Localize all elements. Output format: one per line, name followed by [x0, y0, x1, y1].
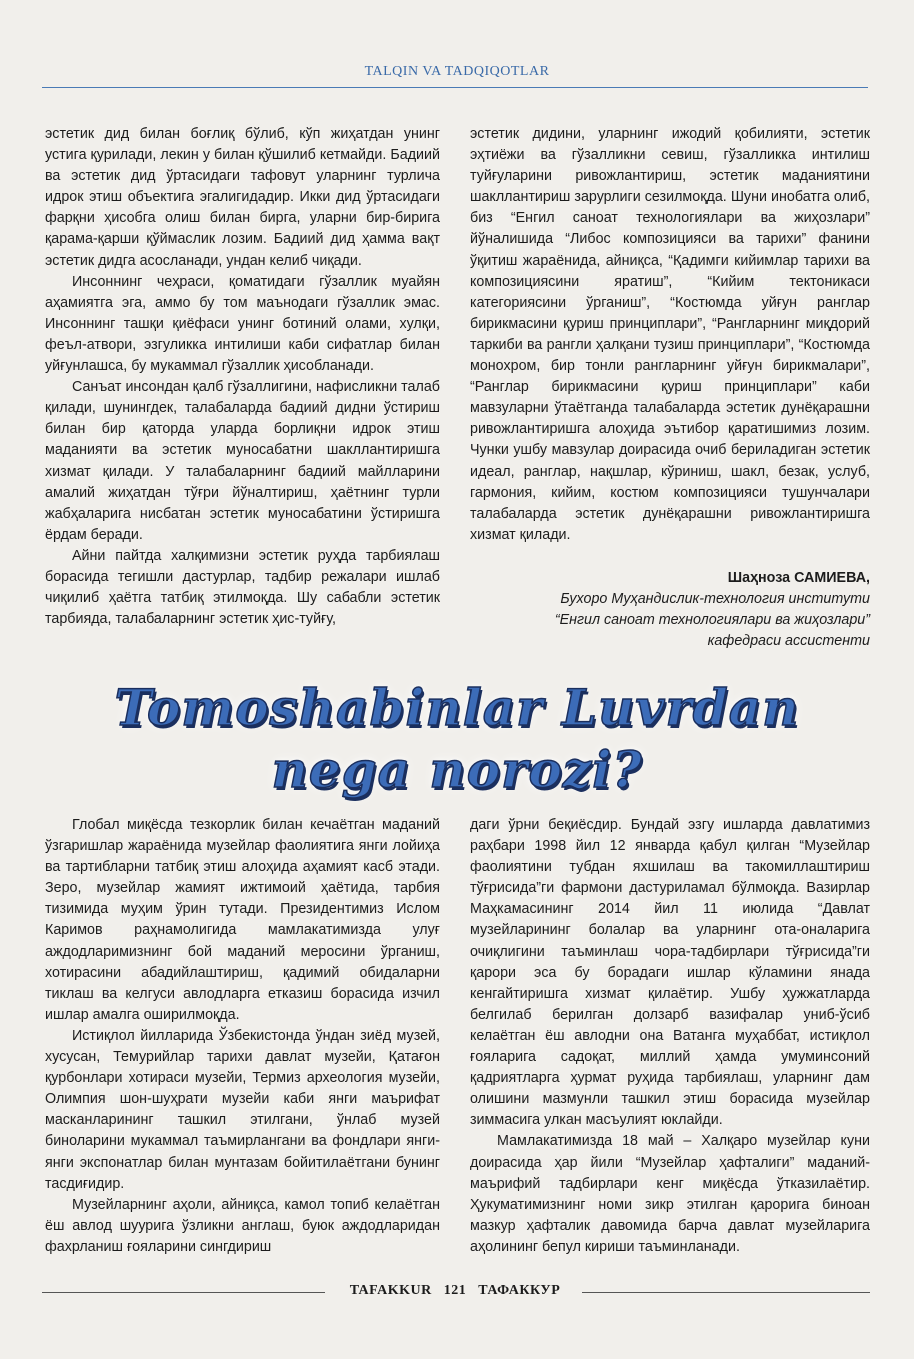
- section-header: TALQIN VA TADQIQOTLAR: [364, 64, 550, 79]
- paragraph: Музейларнинг аҳоли, айниқса, камол топиб келаётган ёш авлод шуурига ўзликни англаш, буюк аждодларидан фахрланиш ғояларини сингдириш: [45, 1196, 440, 1255]
- page-footer: [0, 1282, 914, 1302]
- paragraph: Глобал миқёсда тезкорлик билан кечаётган маданий ўзгаришлар жараёнида музейлар фаолиятига янги лойиҳа ва тартибларни татбиқ этиш алоҳида аҳамият касб этади. Зеро, музейлар жамият ижтимоий ҳаётида, тарбия тизимида муҳим ўрин тутади. Президентимиз Ислом Каримов раҳнамолигида мамлакатимизда улуғ аждодларимизнинг бой маданий меросини ўрганиш, хотирасини абадийлаштириш, қадимий обидаларни тиклаш ва келгуси авлодларга етказиш борасида изчил ишлар амалга оширилмоқда.: [45, 817, 440, 1023]
- paragraph: Истиқлол йилларида Ўзбекистонда ўндан зиёд музей, хусусан, Темурийлар тарихи давлат музейи, Қатағон қурбонлари хотираси музейи, Термиз археология музейи, Олимпия шон-шуҳрати музейи каби янги маърифат масканларининг ташкил этилгани, ўнлаб музей биноларини мукаммал таъмирлангани ва фондлари янги-янги экспонатлар билан мунтазам бойитилаётгани бунинг тасдиғидир.: [45, 1027, 440, 1192]
- footer-title-cyrillic: ТАФАККУР: [478, 1283, 561, 1298]
- paragraph: Айни пайтда халқимизни эстетик руҳда тарбиялаш борасида тегишли дастурлар, тадбир режалари ишлаб чиқилиб ҳаётга татбиқ этилмоқда. Шу сабабли эстетик тарбияда, талабаларнинг эстетик ҳис-туйғу,: [45, 547, 440, 628]
- author-name: Шаҳноза САМИЕВА,: [727, 569, 870, 586]
- paragraph: Санъат инсондан қалб гўзаллигини, нафисликни талаб қилади, шунингдек, талабаларда бадиий дидни ўстириш билан бир қаторда уларда борлиқни идрок этиш маданияти ва эстетик муносабатни шакллантиришга хизмат қилади. У талабаларнинг бадиий майлларини амалий жиҳатдан тўғри йўналтириш, ҳаётнинг турли жабҳаларига нисбатан эстетик муносабатини ўстиришга ёрдам беради.: [45, 379, 440, 543]
- article1-column-1: [45, 124, 440, 630]
- article2-column-1: [45, 815, 440, 1258]
- paragraph: Инсоннинг чеҳраси, қоматидаги гўзаллик муайян аҳамиятга эга, аммо бу том маънодаги гўзаллик эмас. Инсоннинг ташқи қиёфаси унинг ботиний олами, хулқи, феъл-атвори, эзгуликка интилиши каби сифатлар билан уйғунлашса, бу мукаммал гўзаллик ҳисобланади.: [45, 273, 440, 375]
- footer-rule: [582, 1292, 870, 1293]
- footer-title-latin: TAFAKKUR: [349, 1283, 432, 1298]
- author-affiliation-line: “Енгил саноат технологиялари ва жиҳозлари”: [554, 612, 870, 629]
- footer-text: [335, 1283, 575, 1299]
- article2-column-2: [470, 815, 870, 1258]
- paragraph: эстетик дидини, уларнинг ижодий қобилияти, эстетик эҳтиёжи ва гўзалликни севиш, гўзалликка интилиш туйғуларини ривожлантириш, эстетик маданиятини шакллантириш зарурлиги сезилмоқда. Шуни инобатга олиб, биз “Енгил саноат технологиялари ва жиҳозлари” йўналишида “Либос композицияси ва тарихи” фанини ўқитиш жараёнида, айниқса, “Қадимги кийимлар тарихи ва композициясини яратиш”, “Кийим тектоникаси категориясини ўрганиш”, “Костюмда уйғун ранглар бирикмасини қуриш принциплари”, “Рангларнинг миқдорий таркиби ва рангли ҳалқани тузиш принциплари”, “Костюмда монохром, бир тонли рангларнинг уйғун бирикмалари”, “Ранглар бирикмасини қуриш принциплари” каби мавзуларни ўтаётганда талабаларда эстетик дунёқарашни ривожлантиришга алоҳида эътибор қаратишимиз лозим. Чунки ушбу мавзулар доирасида очиб бериладиган эстетик идеал, ранглар, нақшлар, кўриниш, шакл, безак, услуб, гармония, кийим, костюм композицияси тушунчалари талабаларда эстетик дунёқарашни ривожлантиришга хизмат қилади.: [470, 126, 870, 543]
- author-signature: [470, 568, 870, 652]
- author-affiliation-line: Бухоро Муҳандислик-технология институти: [560, 590, 870, 607]
- header-rule: [42, 87, 868, 88]
- author-affiliation-line: кафедраси ассистенти: [707, 633, 870, 650]
- article-title-line-2: nega norozi?: [271, 740, 643, 799]
- article-title-line-1: Tomoshabinlar Luvrdan: [114, 678, 800, 737]
- paragraph: эстетик дид билан боғлиқ бўлиб, кўп жиҳатдан унинг устига қурилади, лекин у билан қўшилиб кетмайди. Бадиий ва эстетик дид ўртасидаги тафовут уларнинг турлича идрок этиш объектига эгалигидадир. Икки дид ўртасидаги фарқни ҳисобга олиш билан бирга, уларни бир-бирига қарама-қарши қўймаслик лозим. Бадиий дид ҳамма вақт эстетик дидга асосланади, ундан келиб чиқади.: [45, 126, 440, 269]
- footer-rule: [42, 1292, 325, 1293]
- paragraph: даги ўрни беқиёсдир. Бундай эзгу ишларда давлатимиз раҳбари 1998 йил 12 январда қабул қилган “Музейлар фаолиятини тубдан яхшилаш ва такомиллаштириш тўғрисида”ги фармони дастуриламал бўлмоқда. Вазирлар Маҳкамасининг 2014 йил 11 июлида “Давлат музейларининг болалар ва уларнинг ота-оналарига очиқлигини таъминлаш чора-тадбирлари тўғрисида”ги қарори эса бу борадаги ишлар кўламини янада кенгайтиришга хизмат қилаётир. Ушбу ҳужжатларда белгилаб берилган долзарб вазифалар униб-ўсиб келаётган ёш авлодни она Ватанга муҳаббат, истиқлол ғояларига садоқат, миллий ҳамда умуминсоний қадриятларга ҳурмат руҳида тарбиялаш, уларнинг дам олишини мазмунли ташкил этиш борасида музейлар зиммасига улкан масъулият юклайди.: [470, 817, 870, 1129]
- paragraph: Мамлакатимизда 18 май – Халқаро музейлар куни доирасида ҳар йили “Музейлар ҳафталиги” маданий-маърифий тадбирлари кенг миқёсда ўтказилаётир. Ҳукуматимизнинг номи зикр этилган қарорига биноан мазкур ҳафталик давомида барча давлат музейларига аҳолининг бепул кириши таъминланади.: [470, 1133, 870, 1255]
- page-number: 121: [443, 1283, 467, 1298]
- article1-column-2: [470, 124, 870, 652]
